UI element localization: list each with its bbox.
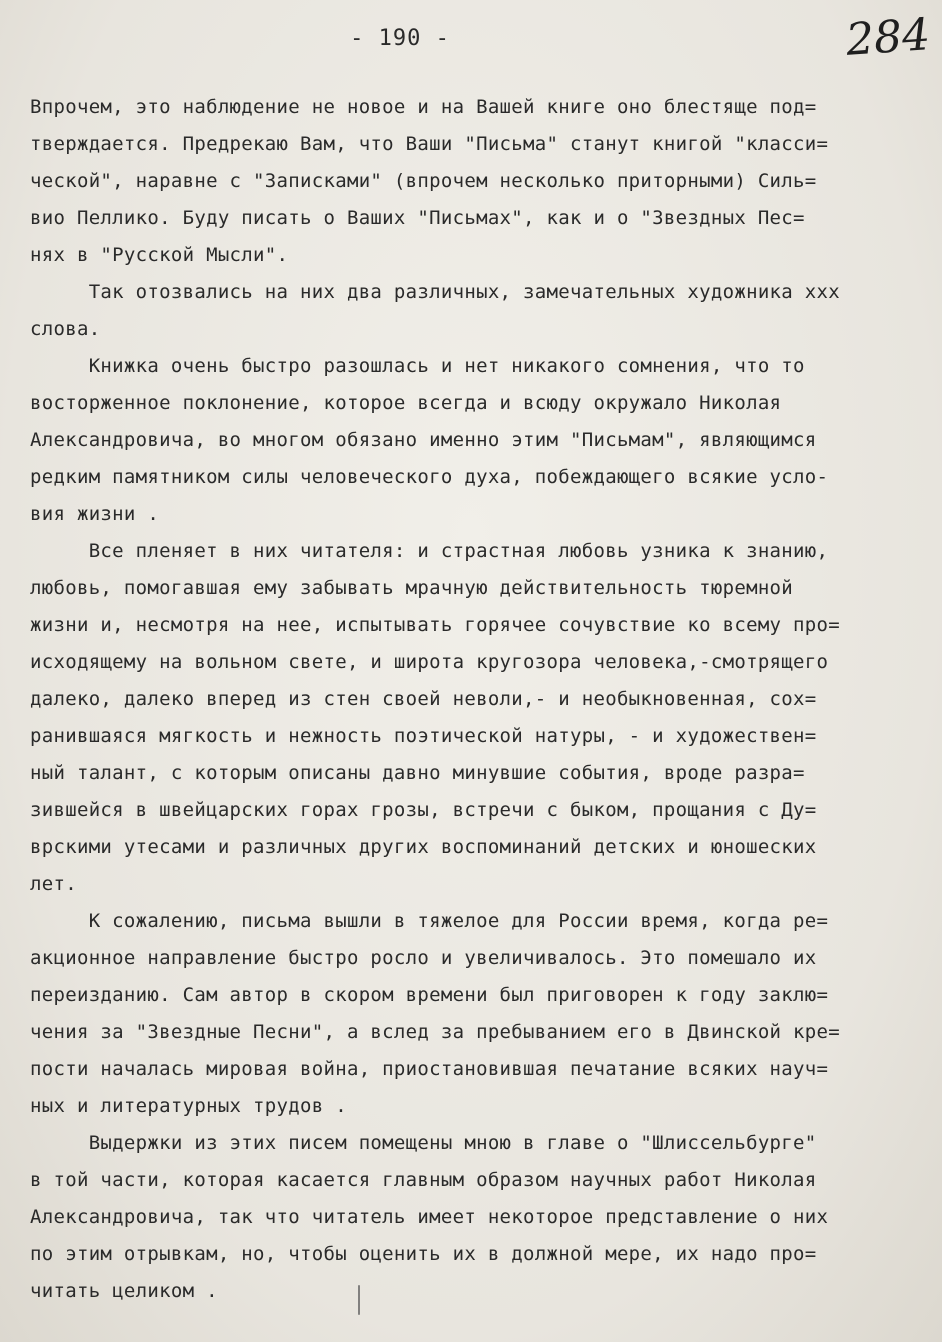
text-line: вия жизни . bbox=[30, 503, 160, 525]
page-number: - 190 - bbox=[350, 26, 450, 51]
text-line: ных и литературных трудов . bbox=[30, 1095, 347, 1117]
text-line: врскими утесами и различных других воспоминаний детских и юношеских bbox=[30, 836, 817, 858]
text-line: зившейся в швейцарских горах грозы, встречи с быком, прощания с Ду= bbox=[30, 799, 817, 821]
text-line: восторженное поклонение, которое всегда и всюду окружало Николая bbox=[30, 392, 782, 414]
text-line: в той части, которая касается главным образом научных работ Николая bbox=[30, 1169, 817, 1191]
text-line: вио Пеллико. Буду писать о Ваших "Письмах", как и о "Звездных Пес= bbox=[30, 207, 805, 229]
text-line: любовь, помогавшая ему забывать мрачную действительность тюремной bbox=[30, 577, 794, 599]
text-line: жизни и, несмотря на нее, испытывать горячее сочувствие ко всему про= bbox=[30, 614, 840, 636]
text-line: далеко, далеко вперед из стен своей неволи,- и необыкновенная, сох= bbox=[30, 688, 817, 710]
text-line: переизданию. Сам автор в скором времени был приговорен к году заклю= bbox=[30, 984, 829, 1006]
text-line: нях в "Русской Мысли". bbox=[30, 244, 289, 266]
text-line: Все пленяет в них читателя: и страстная любовь узника к знанию, bbox=[30, 540, 829, 562]
text-line: пости началась мировая война, приостановившая печатание всяких науч= bbox=[30, 1058, 829, 1080]
handwritten-archive-number: 284 bbox=[844, 9, 932, 66]
text-line: ранившаяся мягкость и нежность поэтической натуры, - и художествен= bbox=[30, 725, 817, 747]
text-line: Выдержки из этих писем помещены мною в главе о "Шлиссельбурге" bbox=[30, 1132, 817, 1154]
text-line: ный талант, с которым описаны давно минувшие события, вроде разра= bbox=[30, 762, 805, 784]
text-line: Книжка очень быстро разошлась и нет никакого сомнения, что то bbox=[30, 355, 805, 377]
pencil-mark bbox=[358, 1285, 360, 1315]
body-text bbox=[30, 89, 935, 1310]
text-line: К сожалению, письма вышли в тяжелое для России время, когда ре= bbox=[30, 910, 829, 932]
text-line: чения за "Звездные Песни", а вслед за пребыванием его в Двинской кре= bbox=[30, 1021, 840, 1043]
text-line: слова. bbox=[30, 318, 101, 340]
text-line: лет. bbox=[30, 873, 77, 895]
text-line: читать целиком . bbox=[30, 1280, 218, 1302]
text-line: исходящему на вольном свете, и широта кругозора человека,-смотрящего bbox=[30, 651, 829, 673]
text-line: Александровича, во многом обязано именно этим "Письмам", являющимся bbox=[30, 429, 817, 451]
text-line: редким памятником силы человеческого духа, побеждающего всякие усло- bbox=[30, 466, 829, 488]
text-line: Александровича, так что читатель имеет некоторое представление о них bbox=[30, 1206, 829, 1228]
text-line: тверждается. Предрекаю Вам, что Ваши "Письма" станут книгой "класси= bbox=[30, 133, 829, 155]
text-line: по этим отрывкам, но, чтобы оценить их в должной мере, их надо про= bbox=[30, 1243, 817, 1265]
text-line: акционное направление быстро росло и увеличивалось. Это помешало их bbox=[30, 947, 817, 969]
text-line: Так отозвались на них два различных, замечательных художника ххх bbox=[30, 281, 840, 303]
text-line: Впрочем, это наблюдение не новое и на Вашей книге оно блестяще под= bbox=[30, 96, 817, 118]
text-line: ческой", наравне с "Записками" (впрочем несколько приторными) Силь= bbox=[30, 170, 817, 192]
